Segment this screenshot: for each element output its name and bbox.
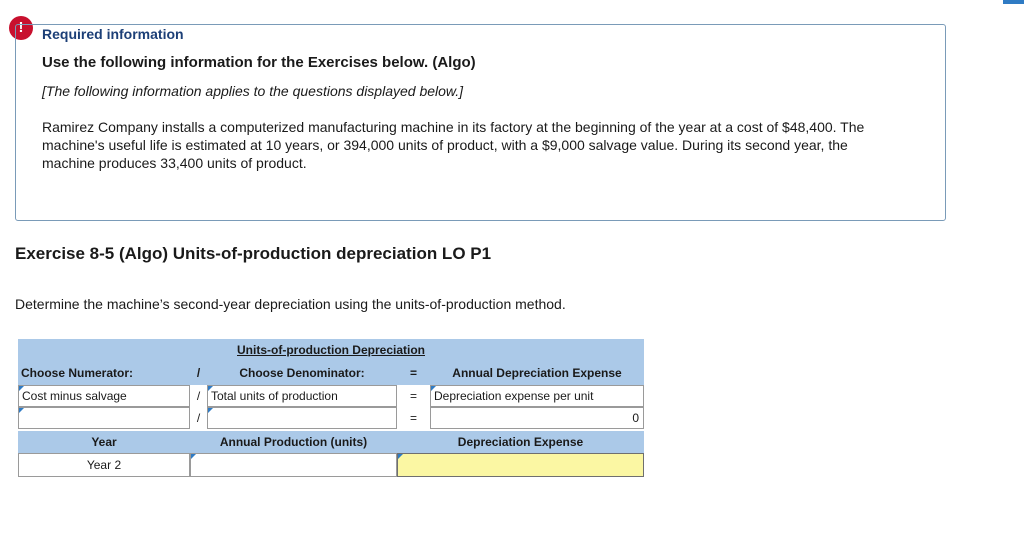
annual-production-input[interactable] (190, 453, 397, 477)
denominator-header: Choose Denominator: (207, 361, 397, 385)
exercise-title: Exercise 8-5 (Algo) Units-of-production depreciation LO P1 (15, 244, 492, 263)
scenario-text: Ramirez Company installs a computerized manufacturing machine in its factory at the beginning of the year at a cost of $48,400. The machine's useful life is estimated at 10 years, or 394,000 units of product, with a $9,000 salvage value. During its second year, the machine produces 33,400 units of product. (42, 119, 865, 171)
depreciation-expense-header: Depreciation Expense (397, 431, 644, 453)
input-marker-icon (19, 408, 24, 413)
applies-note: [The following information applies to the questions displayed below.] (42, 83, 464, 99)
worksheet-title: Units-of-production Depreciation (237, 343, 425, 357)
denominator-select[interactable] (207, 385, 397, 407)
denominator-select-value: Total units of production (211, 389, 338, 403)
top-accent-bar (1003, 0, 1024, 4)
denominator-amount-input[interactable] (207, 407, 397, 429)
equals-operator-header: = (397, 361, 430, 385)
year-header: Year (18, 431, 190, 453)
equals-operator: = (409, 389, 417, 403)
result-label-select[interactable] (430, 385, 644, 407)
numerator-select-value: Cost minus salvage (22, 389, 127, 403)
use-following-info-title: Use the following information for the Exercises below. (Algo) (42, 54, 476, 71)
numerator-select[interactable] (18, 385, 190, 407)
depreciation-expense-input[interactable] (397, 453, 644, 477)
annual-production-header: Annual Production (units) (190, 431, 397, 453)
exercise-instruction: Determine the machine’s second-year depreciation using the units-of-production method. (15, 296, 566, 312)
units-of-production-worksheet (18, 339, 644, 477)
dropdown-marker-icon (431, 386, 436, 391)
input-marker-icon (208, 408, 213, 413)
year-cell: Year 2 (18, 453, 190, 477)
depreciation-per-unit-value: 0 (430, 407, 644, 429)
equals-operator: = (409, 411, 417, 425)
dropdown-marker-icon (208, 386, 213, 391)
dropdown-marker-icon (19, 386, 24, 391)
worksheet-title-row (18, 339, 644, 361)
required-information-heading: Required information (42, 26, 184, 42)
divide-operator: / (196, 389, 201, 403)
alert-icon: ! (9, 16, 33, 40)
result-header: Annual Depreciation Expense (430, 361, 644, 385)
input-marker-icon (398, 454, 403, 459)
result-label-select-value: Depreciation expense per unit (434, 389, 594, 403)
numerator-amount-input[interactable] (18, 407, 190, 429)
numerator-header: Choose Numerator: (18, 361, 190, 385)
divide-operator: / (196, 411, 201, 425)
divide-operator-header: / (190, 361, 207, 385)
input-marker-icon (191, 454, 196, 459)
